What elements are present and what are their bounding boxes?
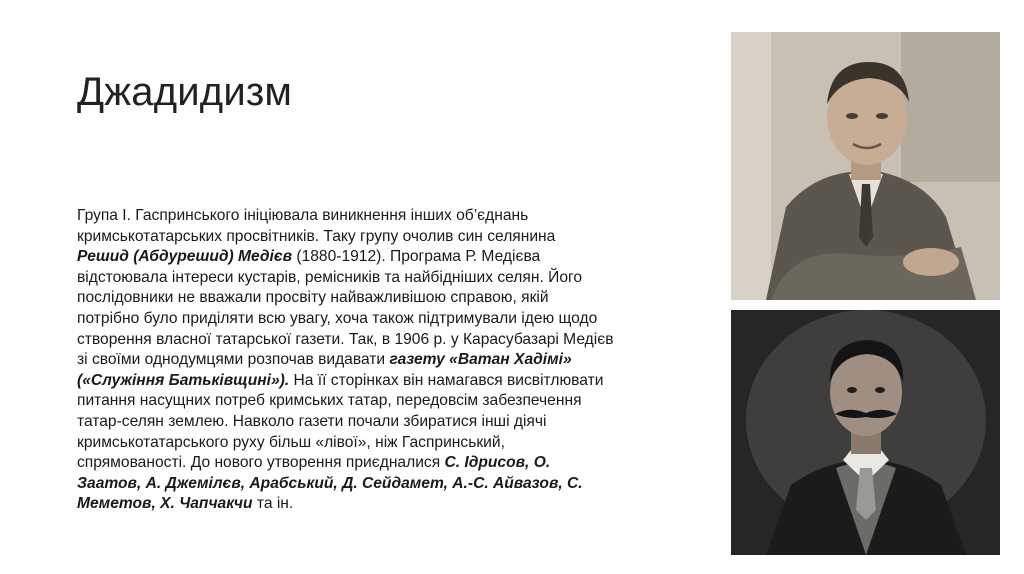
body-line: питання насущних потреб кримських татар, передовсім забезпечення	[77, 392, 582, 410]
body-line: відстоювала інтереси кустарів, ремісників та найбідніших селян. Його	[77, 268, 583, 286]
highlight-newspaper: газету «Ватан Хадімі»	[389, 351, 572, 369]
body-line	[77, 453, 677, 474]
portrait-photo-mediev	[731, 32, 1000, 300]
body-fragment: та ін.	[252, 495, 294, 513]
portrait-photo-second	[731, 310, 1000, 555]
body-line	[77, 247, 677, 268]
highlight-names: Меметов, Х. Чапчакчи	[77, 495, 253, 513]
body-line: створення власної татарської газети. Так, в 1906 р. у Карасубазарі Медієв	[77, 330, 614, 348]
highlight-names: Заатов, А. Джемілєв, Арабський, Д. Сейдамет, А.-С. Айвазов, С.	[77, 474, 583, 492]
slide-title: Джадидизм	[77, 70, 293, 114]
body-line	[77, 350, 677, 371]
highlight-name: Решид (Абдурешид) Медієв	[77, 248, 293, 266]
portrait-illustration	[731, 32, 1000, 300]
body-line: послідовники не вважали просвіту найважливішою справою, якій	[77, 289, 549, 307]
body-fragment: спрямованості. До нового утворення приєдналися	[77, 454, 445, 472]
slide-body-text	[77, 206, 677, 515]
body-line: кримськотатарського руху більш «лівої», ніж Гаспринський,	[77, 433, 505, 451]
body-line	[77, 474, 677, 495]
body-line: кримськотатарських просвітників. Таку групу очолив син селянина	[77, 227, 556, 245]
body-line: татар-селян землею. Навколо газети почали збиратися інші діячі	[77, 412, 547, 430]
highlight-newspaper-translation: («Служіння Батьківщині»).	[77, 371, 290, 389]
body-line	[77, 494, 677, 515]
body-fragment: зі своїми однодумцями розпочав видавати	[77, 351, 390, 369]
portrait-illustration	[731, 310, 1000, 555]
body-fragment: (1880-1912). Програма Р. Медієва	[292, 248, 541, 266]
highlight-names: С. Ідрисов, О.	[444, 454, 551, 472]
body-line	[77, 371, 677, 392]
body-fragment: На її сторінках він намагався висвітлювати	[289, 371, 604, 389]
body-line: Група І. Гаспринського ініціювала виникнення інших об’єднань	[77, 207, 529, 224]
body-line: потрібно було приділяти всю увагу, хоча також підтримували ідею щодо	[77, 309, 598, 327]
